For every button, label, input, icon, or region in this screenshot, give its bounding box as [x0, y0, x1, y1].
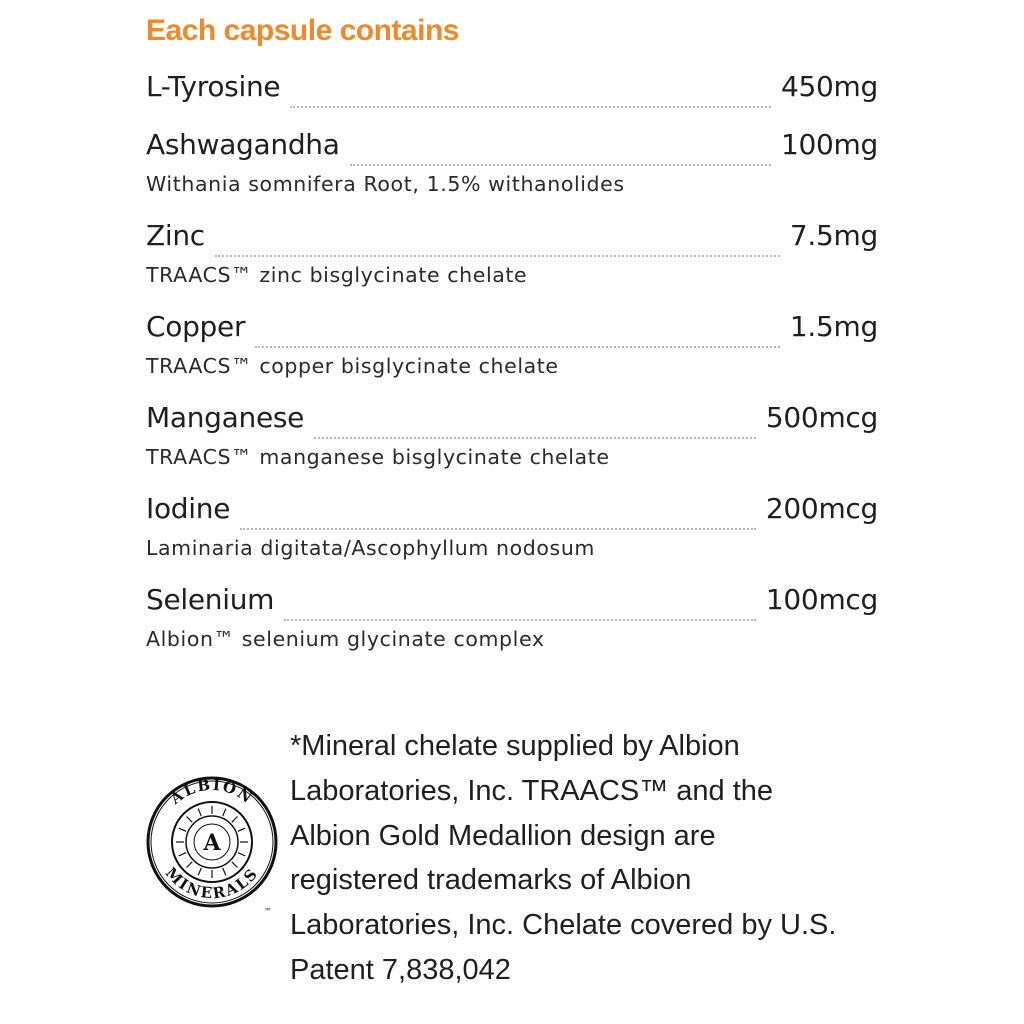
- ingredient-detail: TRAACS™ zinc bisglycinate chelate: [146, 263, 528, 287]
- ingredient-name: Zinc: [146, 219, 205, 252]
- ingredient-detail: Withania somnifera Root, 1.5% withanolides: [146, 172, 625, 196]
- ingredient-name: Selenium: [146, 583, 275, 616]
- ingredient-amount: 7.5mg: [789, 219, 878, 252]
- ingredient-amount: 200mcg: [765, 492, 878, 525]
- trademark-footnote: [290, 724, 890, 993]
- section-heading: Each capsule contains: [146, 14, 459, 47]
- seal-trademark: ™: [264, 907, 272, 916]
- footnote-line: Laboratories, Inc. Chelate covered by U.S.: [290, 909, 837, 942]
- ingredient-name: Copper: [146, 310, 246, 343]
- ingredient-item: [146, 310, 878, 383]
- ingredient-amount: 100mg: [781, 128, 878, 161]
- ingredient-name: Ashwagandha: [146, 128, 340, 161]
- dotted-leader: [284, 619, 756, 621]
- seal-bottom-text: MINERALS: [161, 863, 263, 903]
- footnote-line: *Mineral chelate supplied by Albion: [290, 730, 740, 762]
- footnote-line: registered trademarks of Albion: [290, 864, 692, 897]
- ingredient-item: [146, 492, 878, 565]
- footnote-line: Laboratories, Inc. TRAACS™ and the: [290, 774, 774, 807]
- ingredient-amount: 500mcg: [765, 401, 878, 434]
- ingredient-item: [146, 219, 878, 292]
- dotted-leader: [314, 437, 756, 439]
- ingredient-amount: 100mcg: [765, 583, 878, 616]
- dotted-leader: [290, 106, 771, 108]
- ingredient-detail: Albion™ selenium glycinate complex: [146, 627, 545, 651]
- ingredient-amount: 1.5mg: [789, 310, 878, 343]
- ingredient-amount: 450mg: [781, 70, 878, 103]
- dotted-leader: [240, 528, 756, 530]
- ingredient-name: L-Tyrosine: [146, 70, 281, 103]
- dotted-leader: [215, 255, 780, 257]
- ingredient-detail: TRAACS™ manganese bisglycinate chelate: [146, 445, 610, 469]
- seal-top-text: ALBION: [166, 776, 258, 808]
- ingredient-item: [146, 70, 878, 110]
- footnote-line: Patent 7,838,042: [290, 953, 511, 986]
- seal-center-letter: A: [203, 830, 221, 856]
- albion-minerals-seal: [146, 776, 278, 916]
- ingredient-name: Manganese: [146, 401, 305, 434]
- ingredient-item: [146, 128, 878, 201]
- dotted-leader: [350, 164, 771, 166]
- dotted-leader: [255, 346, 780, 348]
- footnote-line: Albion Gold Medallion design are: [290, 819, 716, 852]
- ingredient-item: [146, 401, 878, 474]
- ingredient-detail: Laminaria digitata/Ascophyllum nodosum: [146, 536, 595, 560]
- ingredient-detail: TRAACS™ copper bisglycinate chelate: [146, 354, 559, 378]
- ingredient-item: [146, 583, 878, 656]
- ingredient-name: Iodine: [146, 492, 231, 525]
- ingredient-list: [146, 70, 878, 656]
